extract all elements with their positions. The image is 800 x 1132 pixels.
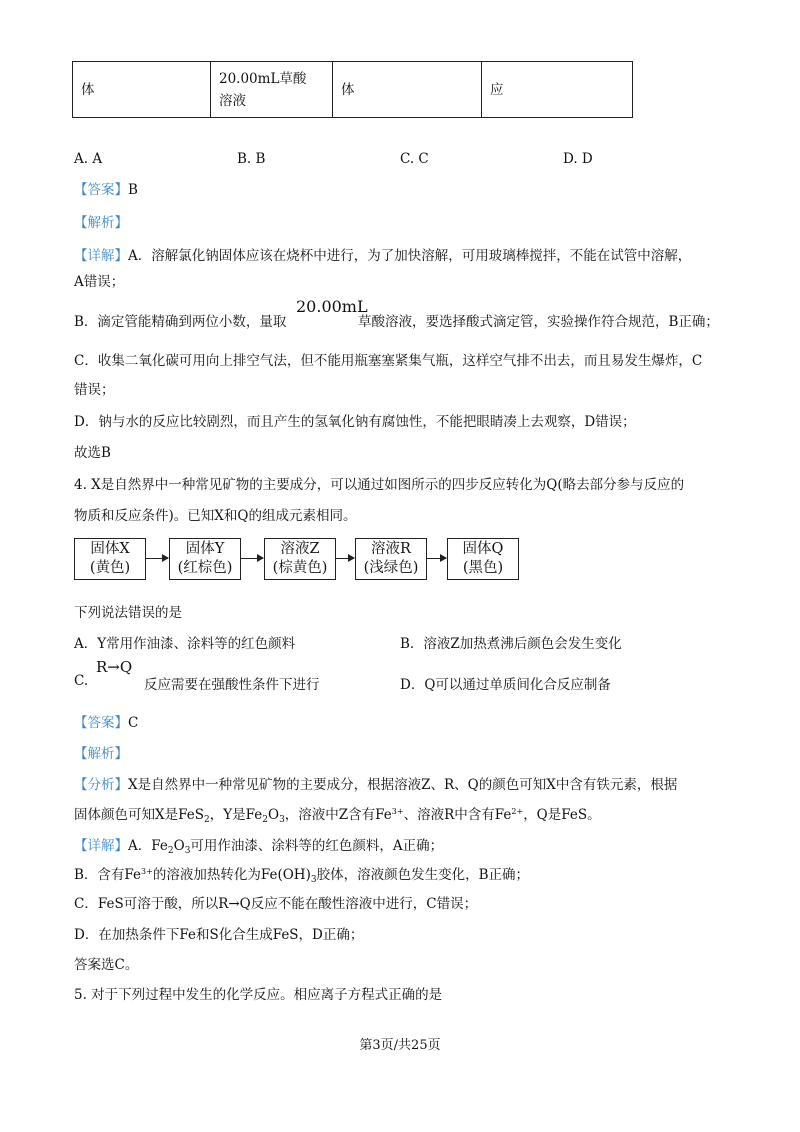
question-prompt: 下列说法错误的是 (74, 605, 182, 621)
detail-text: B．含有Fe (74, 867, 142, 883)
option-c-text: 反应需要在强酸性条件下进行 (144, 677, 320, 693)
flow-box-label: 溶液Z (280, 541, 320, 557)
flow-box-color: (黄色) (89, 560, 131, 576)
volume-formula: 20.00mL (296, 297, 368, 316)
detail-text: D．在加热条件下Fe和S化合生成FeS，D正确； (74, 927, 364, 943)
flow-box-y (169, 538, 241, 580)
option-d: D．Q可以通过单质间化合反应制备 (400, 677, 611, 693)
flow-box-x (74, 538, 146, 580)
flow-box-r (355, 538, 427, 580)
fenxi-text: X是自然界中一种常见矿物的主要成分，根据溶液Z、R、Q的颜色可知X中含有铁元素，根据 (128, 777, 678, 793)
answer-line (74, 711, 138, 731)
conclusion: 答案选C。 (74, 957, 139, 973)
fenxi-line (74, 773, 677, 793)
option-b: B. B (237, 151, 266, 167)
reaction-formula: R→Q (96, 658, 133, 676)
option-a: A．Y常用作油漆、涂料等的红色颜料 (74, 636, 296, 652)
flow-box-color: (红棕色) (177, 560, 233, 576)
detail-text: 草酸溶液，要选择酸式滴定管，实验操作符合规范，B正确； (358, 314, 719, 330)
detail-label: 【详解】 (74, 838, 128, 854)
flow-arrow (427, 558, 446, 559)
detail-text: 的溶液加热转化为Fe(OH) (152, 867, 311, 883)
detail-text: D．钠与水的反应比较剧烈，而且产生的氢氧化钠有腐蚀性，不能把眼睛凑上去观察，D错误； (74, 414, 636, 430)
detail-text: B．滴定管能精确到两位小数，量取 (74, 314, 287, 330)
question-stem: 物质和反应条件)。已知X和Q的组成元素相同。 (74, 508, 357, 524)
conclusion: 故选B (74, 445, 111, 461)
detail-text: C．收集二氧化碳可用向上排空气法，但不能用瓶塞塞紧集气瓶，这样空气排不出去，而且易发生爆炸，C (74, 353, 703, 369)
table-cell-text: 体 (81, 81, 95, 98)
detail-text: C．FeS可溶于酸，所以R→Q反应不能在酸性溶液中进行，C错误； (74, 896, 478, 912)
flow-box-q (447, 538, 519, 580)
answer-label: 【答案】 (74, 182, 128, 198)
experiment-table (72, 61, 633, 118)
fenxi-text: ，Q是FeS。 (523, 807, 601, 823)
flow-box-color: (黑色) (462, 560, 504, 576)
table-cell-text: 溶液 (219, 92, 246, 109)
detail-text: 错误； (74, 382, 115, 398)
table-cell-text: 20.00mL草酸 (219, 70, 307, 87)
option-c: C. (74, 673, 89, 689)
fenxi-text: 、溶液R中含有Fe (403, 807, 512, 823)
detail-line: 【详解】A．$Fe_2O_3$可用作油漆、涂料等的红色颜料，A正确； (74, 838, 444, 856)
answer-line (74, 178, 138, 198)
flow-arrow (146, 558, 168, 559)
table-cell (333, 62, 482, 118)
fenxi-text: 固体颜色可知X是FeS (74, 807, 204, 823)
question-stem: 4. X是自然界中一种常见矿物的主要成分，可以通过如图所示的四步反应转化为Q(略去部分参与反应的 (74, 477, 685, 493)
detail-label: 【详解】 (74, 248, 128, 264)
detail-text: O (173, 838, 185, 854)
table-cell (211, 62, 333, 118)
option-b: B．溶液Z加热煮沸后颜色会发生变化 (400, 636, 622, 652)
flow-box-color: (浅绿色) (363, 560, 419, 576)
flow-arrow (241, 558, 263, 559)
table-cell-text: 应 (490, 81, 504, 98)
answer-label: 【答案】 (74, 715, 128, 731)
flow-arrow (336, 558, 354, 559)
table-cell-text: 体 (341, 81, 355, 98)
table-cell (73, 62, 211, 118)
option-d: D. D (563, 151, 593, 167)
detail-text: A错误； (74, 274, 125, 290)
question-stem: 5. 对于下列过程中发生的化学反应。相应离子方程式正确的是 (74, 987, 443, 1003)
detail-line (74, 310, 286, 330)
fenxi-label: 【分析】 (74, 777, 128, 793)
detail-text: A．Fe (128, 838, 168, 854)
detail-text: A．溶解氯化钠固体应该在烧杯中进行，为了加快溶解，可用玻璃棒搅拌，不能在试管中溶解， (128, 248, 692, 264)
detail-text: 胶体，溶液颜色发生变化，B正确； (316, 867, 529, 883)
fenxi-line: 固体颜色可知X是FeS$_2$，Y是$Fe_2O_3$，溶液中Z含有$Fe^{3+}$、溶液R中含有$Fe^{2+}$，Q是FeS。 (74, 807, 601, 825)
flow-box-z (264, 538, 336, 580)
answer-value: B (128, 182, 138, 198)
option-c: C. C (400, 151, 429, 167)
page-number: 第3页/共25页 (359, 1038, 441, 1053)
detail-line (74, 244, 691, 264)
flow-box-color: (棕黄色) (272, 560, 328, 576)
fenxi-text: ，溶液中Z含有Fe (284, 807, 392, 823)
flow-box-label: 固体Y (185, 541, 225, 557)
analysis-label: 【解析】 (74, 215, 128, 231)
option-a: A. A (74, 151, 103, 167)
fenxi-text: ，Y是Fe (209, 807, 263, 823)
answer-value: C (128, 715, 139, 731)
flow-box-label: 固体Q (462, 541, 504, 557)
flow-box-label: 溶液R (371, 541, 411, 557)
fenxi-text: O (267, 807, 280, 823)
detail-text: 可用作油漆、涂料等的红色颜料，A正确； (190, 838, 444, 854)
flow-box-label: 固体X (90, 541, 130, 557)
analysis-label: 【解析】 (74, 746, 128, 762)
table-cell (482, 62, 633, 118)
detail-line: B．含有$Fe^{3+}$的溶液加热转化为$Fe(OH)_3$胶体，溶液颜色发生变化，B正确； (74, 867, 529, 885)
